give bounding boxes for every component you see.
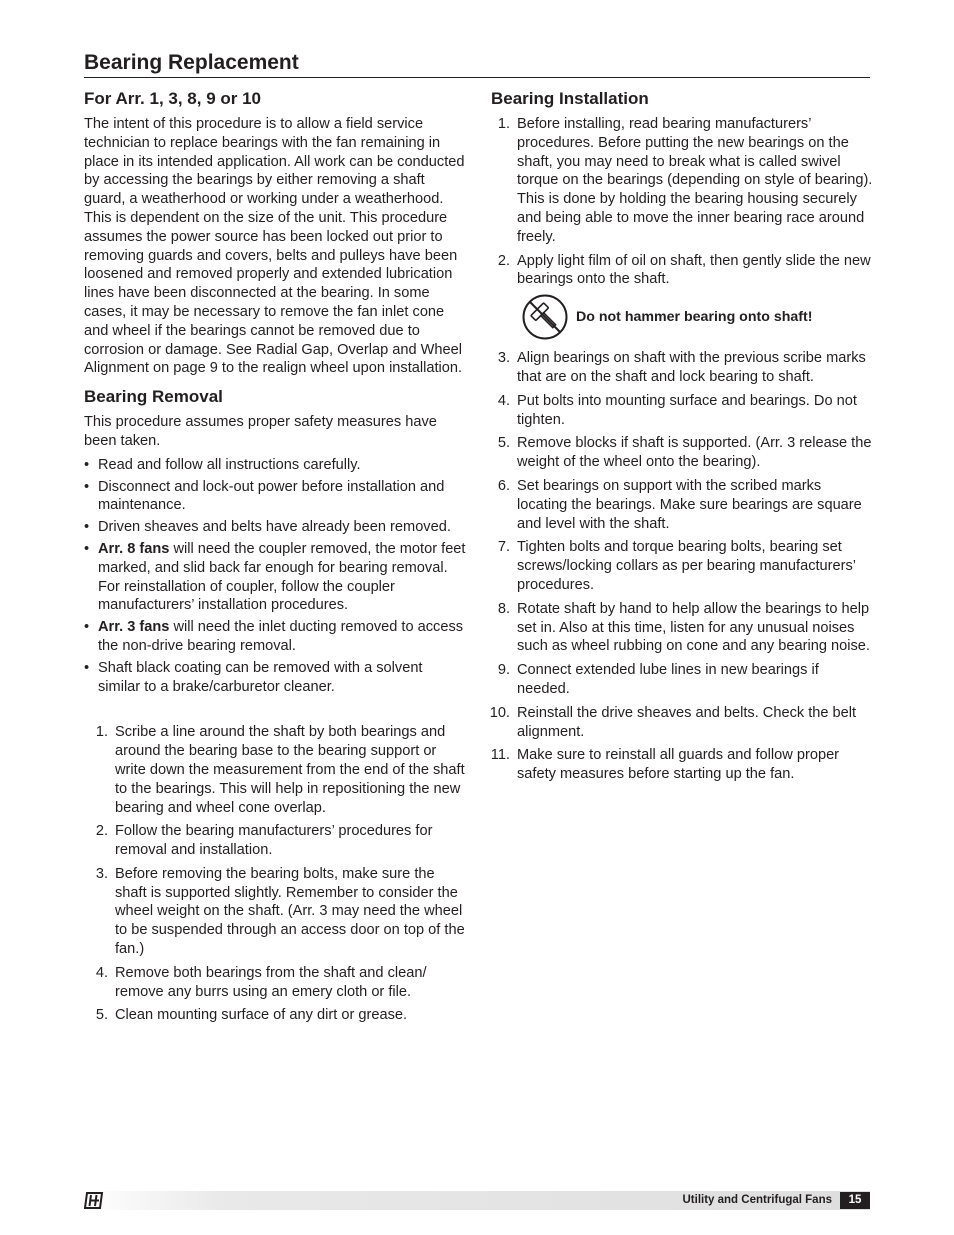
- installation-step: 10. Reinstall the drive sheaves and belts. Check the belt alignment.: [489, 704, 857, 740]
- bullet-item: • Shaft black coating can be removed with a solvent similar to a brake/carburetor cleaner.: [84, 659, 466, 697]
- brand-logo-icon: [84, 1192, 104, 1209]
- warning-callout: [522, 294, 873, 340]
- removal-step: 3. Before removing the bearing bolts, make sure the shaft is supported slightly. Remember to consider the wheel weight on the shaft. (Arr. 3 may need the wheel to be suspended through an access door on top of the fan.): [95, 865, 465, 958]
- removal-step: 5. Clean mounting surface of any dirt or grease.: [95, 1007, 408, 1024]
- removal-step: 1. Scribe a line around the shaft by both bearings and around the bearing base to the bearing support or write down the measurement from the end of the shaft to the bearings. This will help in repositioning the new bearing and wheel cone overlap.: [95, 724, 465, 816]
- installation-step: 4. Put bolts into mounting surface and bearings. Do not tighten.: [497, 392, 857, 428]
- installation-step: 2. Apply light film of oil on shaft, then gently slide the new bearings onto the shaft.: [497, 252, 871, 288]
- installation-step: 3. Align bearings on shaft with the previous scribe marks that are on the shaft and lock bearing to shaft.: [497, 350, 866, 385]
- installation-step: 7. Tighten bolts and torque bearing bolts, bearing set screws/locking collars as per bearing manufacturers’ procedures.: [497, 539, 856, 593]
- page-title: Bearing Replacement: [84, 50, 870, 78]
- bullet-item: • Arr. 3 fans will need the inlet ducting removed to access the non-drive bearing removal.: [84, 618, 466, 656]
- bullet-item: • Read and follow all instructions carefully.: [84, 456, 466, 475]
- right-column: [491, 89, 873, 789]
- section-heading-arrangements: For Arr. 1, 3, 8, 9 or 10: [84, 89, 262, 108]
- intro-paragraph: The intent of this procedure is to allow a field service technician to replace bearings with the fan remaining in place in its intended application. All work can be conducted by accessing the bearings by either removing a shaft guard, a weatherhood or working under a weatherhood. This is dependent on the size of the unit. This procedure assumes the power source has been locked out prior to removing guards and covers, belts and pulleys have been loosened and removed properly and extended lubrication lines have been disconnected at the bearing. In some cases, it may be necessary to remove the fan inlet cone and wheel if the bearings cannot be removed due to corrosion or damage. See Radial Gap, Overlap and Wheel Alignment on page 9 to the realign wheel upon installation.: [84, 116, 465, 377]
- left-column: [84, 89, 466, 1030]
- installation-step: 9. Connect extended lube lines in new bearings if needed.: [497, 662, 819, 697]
- bullet-item: • Disconnect and lock-out power before installation and maintenance.: [84, 478, 466, 516]
- bullet-item: • Driven sheaves and belts have already been removed.: [84, 518, 466, 537]
- installation-step: 1. Before installing, read bearing manufacturers’ procedures. Before putting the new bearings on the shaft, you may need to break what is called swivel torque on the bearings (depending on style of bearing). This is done by holding the bearing housing securely and being able to move the inner bearing race around freely.: [497, 116, 873, 245]
- removal-step: 2. Follow the bearing manufacturers’ procedures for removal and installation.: [95, 823, 433, 859]
- installation-step: 6. Set bearings on support with the scribed marks locating the bearings. Make sure bearings are square and level with the shaft.: [497, 477, 862, 532]
- installation-steps-list-b: [491, 349, 873, 784]
- no-hammer-icon: [522, 294, 568, 340]
- section-heading-installation: Bearing Installation: [491, 89, 649, 108]
- removal-bullet-list: [84, 456, 466, 697]
- installation-step: 5. Remove blocks if shaft is supported. (Arr. 3 release the weight of the wheel onto the bearing).: [497, 435, 872, 471]
- removal-intro: This procedure assumes proper safety measures have been taken.: [84, 414, 437, 449]
- footer-doc-title: Utility and Centrifugal Fans: [682, 1194, 832, 1206]
- removal-step: 4. Remove both bearings from the shaft and clean/ remove any burrs using an emery cloth or file.: [95, 964, 427, 1000]
- warning-text: Do not hammer bearing onto shaft!: [576, 308, 813, 325]
- bullet-item: • Arr. 8 fans will need the coupler removed, the motor feet marked, and slid back far enough for bearing removal. For reinstallation of coupler, follow the coupler manufacturers’ installation procedures.: [84, 540, 466, 615]
- section-heading-removal: Bearing Removal: [84, 387, 223, 407]
- installation-steps-list-a: [491, 115, 873, 289]
- installation-step: 11. Make sure to reinstall all guards and follow proper safety measures before starting up the fan.: [490, 747, 840, 783]
- removal-steps-list: [84, 723, 466, 1025]
- installation-step: 8. Rotate shaft by hand to help allow the bearings to help set in. Also at this time, listen for any unusual noises such as wheel rubbing on cone and any bearing noise.: [497, 600, 870, 655]
- page-number: 15: [840, 1192, 870, 1209]
